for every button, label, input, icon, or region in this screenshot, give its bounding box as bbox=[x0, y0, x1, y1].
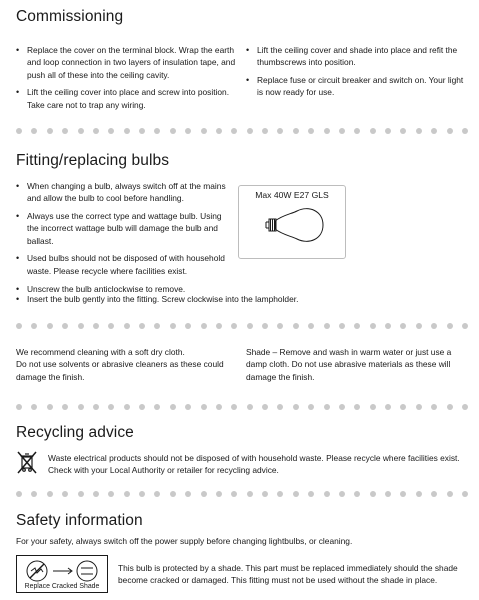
divider-dot bbox=[462, 128, 468, 134]
lightbulb-icon bbox=[265, 201, 327, 251]
divider-dot bbox=[277, 404, 283, 410]
divider-dot bbox=[293, 404, 299, 410]
divider-dot bbox=[231, 128, 237, 134]
divider-dot bbox=[62, 323, 68, 329]
divider-dot bbox=[93, 323, 99, 329]
bulb-spec-box bbox=[238, 185, 346, 259]
divider-dot bbox=[124, 491, 130, 497]
divider-dot bbox=[216, 404, 222, 410]
divider-dot bbox=[216, 128, 222, 134]
divider-dot bbox=[308, 128, 314, 134]
divider-dot bbox=[277, 128, 283, 134]
divider-dot bbox=[154, 323, 160, 329]
divider-dot bbox=[185, 323, 191, 329]
divider-dot bbox=[16, 491, 22, 497]
divider-dot bbox=[154, 404, 160, 410]
divider-dot bbox=[247, 404, 253, 410]
divider-dot bbox=[400, 323, 406, 329]
divider-dot bbox=[62, 491, 68, 497]
divider-dot bbox=[247, 128, 253, 134]
divider-dot bbox=[431, 323, 437, 329]
crossed-bin-icon bbox=[17, 451, 37, 475]
safety-heading: Safety information bbox=[16, 512, 143, 529]
divider-dot bbox=[154, 491, 160, 497]
divider-dot bbox=[262, 128, 268, 134]
list-item: • Lift the ceiling cover and shade into place and refit the thumbscrews into position. bbox=[246, 44, 468, 69]
commissioning-heading: Commissioning bbox=[16, 8, 124, 25]
divider-dot bbox=[185, 491, 191, 497]
divider-dot bbox=[262, 323, 268, 329]
divider-dot bbox=[78, 128, 84, 134]
divider-dot bbox=[108, 491, 114, 497]
divider-dot bbox=[247, 491, 253, 497]
divider-dot bbox=[339, 323, 345, 329]
divider-dot bbox=[339, 404, 345, 410]
divider-dot bbox=[62, 404, 68, 410]
divider-dot bbox=[16, 323, 22, 329]
divider-dot bbox=[462, 404, 468, 410]
list-item: • When changing a bulb, always switch off at the mains and allow the bulb to cool before handling. bbox=[16, 180, 234, 205]
divider-dot bbox=[277, 491, 283, 497]
divider-dot bbox=[354, 128, 360, 134]
divider-dot bbox=[324, 323, 330, 329]
divider-dot bbox=[385, 128, 391, 134]
section-divider bbox=[16, 404, 468, 411]
divider-dot bbox=[108, 404, 114, 410]
list-item: • Lift the ceiling cover into place and screw into position. Take care not to trap any wiring. bbox=[16, 86, 236, 111]
divider-dot bbox=[447, 404, 453, 410]
divider-dot bbox=[231, 323, 237, 329]
section-divider bbox=[16, 128, 468, 135]
divider-dot bbox=[139, 128, 145, 134]
divider-dot bbox=[78, 491, 84, 497]
divider-dot bbox=[370, 323, 376, 329]
divider-dot bbox=[124, 404, 130, 410]
divider-dot bbox=[339, 491, 345, 497]
divider-dot bbox=[170, 491, 176, 497]
divider-dot bbox=[262, 404, 268, 410]
divider-dot bbox=[108, 323, 114, 329]
divider-dot bbox=[370, 491, 376, 497]
divider-dot bbox=[78, 404, 84, 410]
list-item: • Used bulbs should not be disposed of with household waste. Please recycle where facilities exist. bbox=[16, 252, 234, 277]
divider-dot bbox=[170, 323, 176, 329]
divider-dot bbox=[277, 323, 283, 329]
replace-cracked-shade-badge bbox=[16, 555, 108, 593]
divider-dot bbox=[354, 491, 360, 497]
divider-dot bbox=[16, 404, 22, 410]
divider-dot bbox=[124, 128, 130, 134]
divider-dot bbox=[139, 323, 145, 329]
divider-dot bbox=[47, 128, 53, 134]
fitting-heading: Fitting/replacing bulbs bbox=[16, 152, 170, 169]
divider-dot bbox=[93, 491, 99, 497]
cleaning-line-1: We recommend cleaning with a soft dry cloth. bbox=[16, 347, 185, 357]
commissioning-right-list bbox=[246, 44, 468, 104]
bulb-spec-label: Max 40W E27 GLS bbox=[255, 190, 329, 200]
divider-dot bbox=[370, 128, 376, 134]
divider-dot bbox=[47, 404, 53, 410]
divider-dot bbox=[385, 404, 391, 410]
list-item: • Insert the bulb gently into the fitting. Screw clockwise into the lampholder. bbox=[16, 293, 468, 305]
divider-dot bbox=[416, 404, 422, 410]
cleaning-right: Shade – Remove and wash in warm water or just use a damp cloth. Do not use abrasive materials as these will damage the finish. bbox=[246, 347, 452, 382]
divider-dot bbox=[262, 491, 268, 497]
divider-dot bbox=[78, 323, 84, 329]
divider-dot bbox=[308, 323, 314, 329]
divider-dot bbox=[324, 128, 330, 134]
badge-label: Replace Cracked Shade bbox=[24, 583, 100, 590]
divider-dot bbox=[462, 323, 468, 329]
divider-dot bbox=[462, 491, 468, 497]
divider-dot bbox=[385, 491, 391, 497]
divider-dot bbox=[431, 491, 437, 497]
recycling-text: Waste electrical products should not be disposed of with household waste. Please recycle where facilities exist. Check with your Local Authority or retailer for recycling advice. bbox=[48, 453, 460, 476]
fitting-list-last bbox=[16, 293, 468, 311]
divider-dot bbox=[31, 323, 37, 329]
divider-dot bbox=[62, 128, 68, 134]
divider-dot bbox=[93, 128, 99, 134]
divider-dot bbox=[139, 404, 145, 410]
divider-dot bbox=[431, 404, 437, 410]
divider-dot bbox=[170, 128, 176, 134]
divider-dot bbox=[31, 128, 37, 134]
section-divider bbox=[16, 323, 468, 330]
divider-dot bbox=[201, 323, 207, 329]
divider-dot bbox=[416, 323, 422, 329]
divider-dot bbox=[16, 128, 22, 134]
shade-warning-text: This bulb is protected by a shade. This part must be replaced immediately should the shade become cracked or damaged. This fitting must not be used without the shade in place. bbox=[118, 563, 458, 586]
list-item: • Unscrew the bulb anticlockwise to remove. bbox=[16, 283, 234, 295]
divider-dot bbox=[201, 491, 207, 497]
divider-dot bbox=[231, 404, 237, 410]
divider-dot bbox=[293, 491, 299, 497]
cleaning-line-2: Do not use solvents or abrasive cleaners as these could damage the finish. bbox=[16, 359, 224, 382]
divider-dot bbox=[400, 491, 406, 497]
divider-dot bbox=[231, 491, 237, 497]
divider-dot bbox=[216, 491, 222, 497]
divider-dot bbox=[293, 323, 299, 329]
divider-dot bbox=[47, 491, 53, 497]
divider-dot bbox=[416, 128, 422, 134]
divider-dot bbox=[216, 323, 222, 329]
divider-dot bbox=[354, 323, 360, 329]
divider-dot bbox=[185, 128, 191, 134]
divider-dot bbox=[400, 128, 406, 134]
divider-dot bbox=[31, 404, 37, 410]
divider-dot bbox=[47, 323, 53, 329]
list-item: • Always use the correct type and wattage bulb. Using the incorrect wattage bulb will damage the bulb and ballast. bbox=[16, 210, 234, 247]
divider-dot bbox=[447, 491, 453, 497]
divider-dot bbox=[170, 404, 176, 410]
divider-dot bbox=[447, 323, 453, 329]
divider-dot bbox=[293, 128, 299, 134]
divider-dot bbox=[400, 404, 406, 410]
divider-dot bbox=[247, 323, 253, 329]
divider-dot bbox=[201, 128, 207, 134]
divider-dot bbox=[108, 128, 114, 134]
divider-dot bbox=[308, 491, 314, 497]
cleaning-left bbox=[16, 346, 232, 383]
divider-dot bbox=[324, 491, 330, 497]
divider-dot bbox=[324, 404, 330, 410]
divider-dot bbox=[354, 404, 360, 410]
divider-dot bbox=[447, 128, 453, 134]
list-item: • Replace the cover on the terminal block. Wrap the earth and loop connection in two layers of insulation tape, and push all of these into the ceiling cavity. bbox=[16, 44, 236, 81]
cracked-shade-icon bbox=[25, 559, 101, 583]
section-divider bbox=[16, 491, 468, 498]
divider-dot bbox=[201, 404, 207, 410]
divider-dot bbox=[431, 128, 437, 134]
fitting-list bbox=[16, 180, 234, 300]
divider-dot bbox=[308, 404, 314, 410]
divider-dot bbox=[139, 491, 145, 497]
commissioning-left-list bbox=[16, 44, 236, 116]
divider-dot bbox=[31, 491, 37, 497]
list-item: • Replace fuse or circuit breaker and switch on. Your light is now ready for use. bbox=[246, 74, 468, 99]
safety-intro: For your safety, always switch off the power supply before changing lightbulbs, or cleaning. bbox=[16, 536, 353, 546]
divider-dot bbox=[339, 128, 345, 134]
divider-dot bbox=[385, 323, 391, 329]
divider-dot bbox=[93, 404, 99, 410]
divider-dot bbox=[185, 404, 191, 410]
recycling-heading: Recycling advice bbox=[16, 424, 134, 441]
divider-dot bbox=[154, 128, 160, 134]
divider-dot bbox=[370, 404, 376, 410]
divider-dot bbox=[416, 491, 422, 497]
divider-dot bbox=[124, 323, 130, 329]
